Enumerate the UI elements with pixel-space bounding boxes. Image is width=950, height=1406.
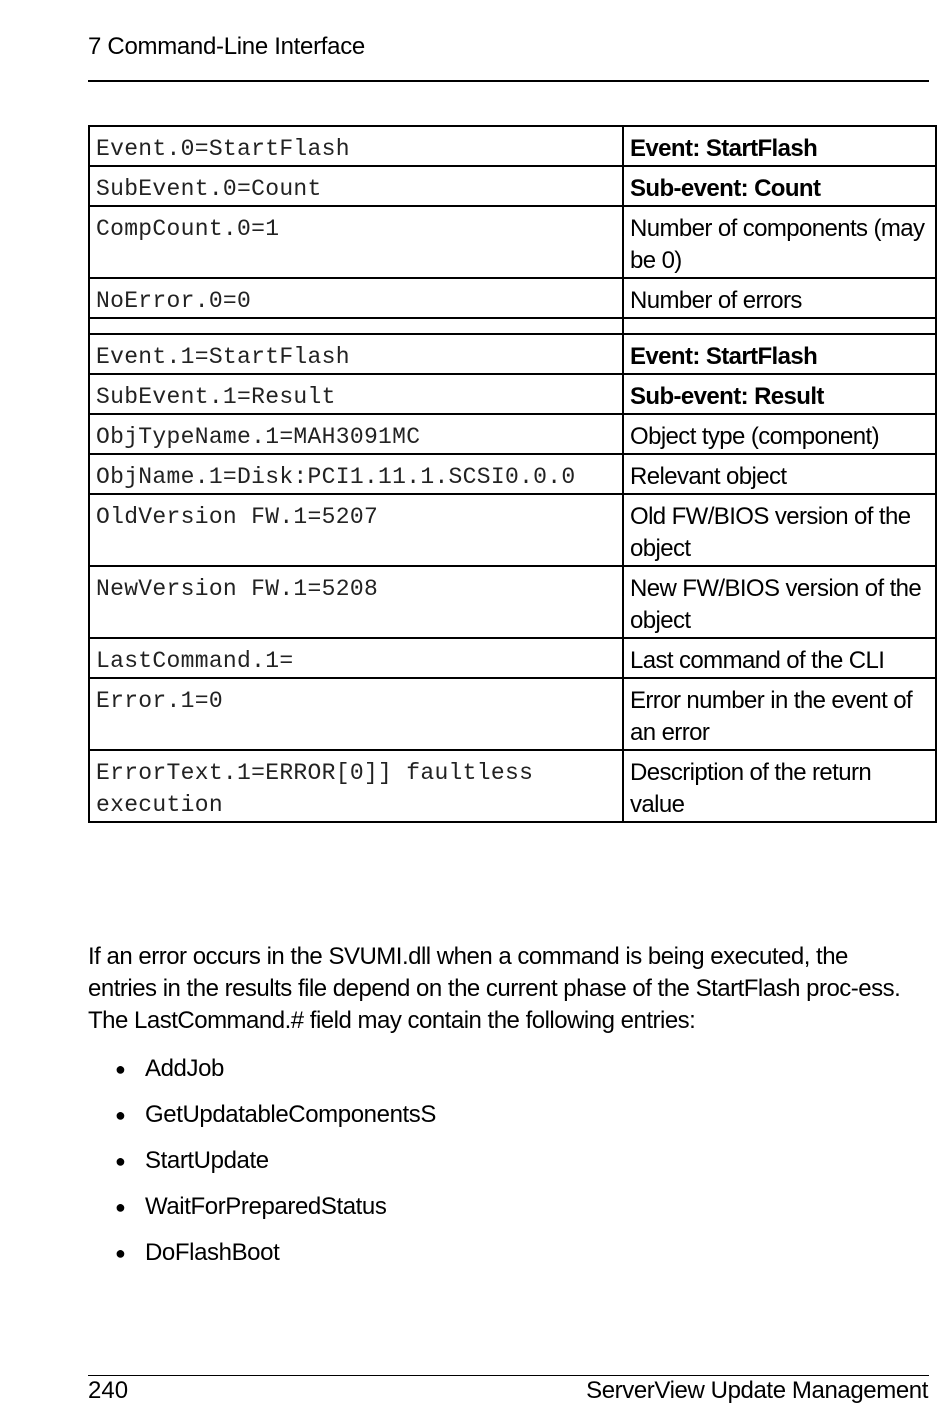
list-item-label: StartUpdate bbox=[145, 1147, 269, 1174]
table-row bbox=[89, 206, 936, 278]
table-row bbox=[89, 374, 936, 414]
table-row bbox=[89, 278, 936, 318]
description-cell: Description of the return value bbox=[623, 750, 936, 822]
result-entry-cell: CompCount.0=1 bbox=[89, 206, 623, 278]
lastcommand-entries-list bbox=[88, 1052, 436, 1282]
result-entry-cell: OldVersion FW.1=5207 bbox=[89, 494, 623, 566]
result-entry-cell: Error.1=0 bbox=[89, 678, 623, 750]
header-divider bbox=[88, 80, 929, 82]
description-cell: Event: StartFlash bbox=[623, 126, 936, 166]
result-entry-cell: NewVersion FW.1=5208 bbox=[89, 566, 623, 638]
table-row bbox=[89, 678, 936, 750]
table-row bbox=[89, 566, 936, 638]
description-cell: Number of components (may be 0) bbox=[623, 206, 936, 278]
result-entry-cell: Event.1=StartFlash bbox=[89, 334, 623, 374]
result-entry-cell: Event.0=StartFlash bbox=[89, 126, 623, 166]
description-cell: New FW/BIOS version of the object bbox=[623, 566, 936, 638]
table-row bbox=[89, 454, 936, 494]
chapter-header: 7 Command-Line Interface bbox=[88, 33, 365, 60]
description-cell: Last command of the CLI bbox=[623, 638, 936, 678]
result-entry-cell: SubEvent.1=Result bbox=[89, 374, 623, 414]
bullet-icon: ● bbox=[115, 1151, 126, 1171]
description-cell: Old FW/BIOS version of the object bbox=[623, 494, 936, 566]
table-row bbox=[89, 166, 936, 206]
table-row bbox=[89, 334, 936, 374]
description-cell bbox=[623, 318, 936, 334]
description-cell: Number of errors bbox=[623, 278, 936, 318]
list-item-label: DoFlashBoot bbox=[145, 1239, 280, 1266]
result-entry-cell: SubEvent.0=Count bbox=[89, 166, 623, 206]
result-entry-cell: ObjName.1=Disk:PCI1.11.1.SCSI0.0.0 bbox=[89, 454, 623, 494]
result-entry-cell: ObjTypeName.1=MAH3091MC bbox=[89, 414, 623, 454]
result-entry-cell: LastCommand.1= bbox=[89, 638, 623, 678]
result-entry-cell bbox=[89, 318, 623, 334]
description-cell: Object type (component) bbox=[623, 414, 936, 454]
table-row bbox=[89, 126, 936, 166]
page-number: 240 bbox=[88, 1377, 129, 1404]
list-item-label: WaitForPreparedStatus bbox=[145, 1193, 387, 1220]
footer-divider bbox=[88, 1375, 929, 1376]
table-row bbox=[89, 494, 936, 566]
description-cell: Relevant object bbox=[623, 454, 936, 494]
description-cell: Error number in the event of an error bbox=[623, 678, 936, 750]
list-item bbox=[88, 1190, 436, 1236]
list-item bbox=[88, 1052, 436, 1098]
list-item bbox=[88, 1098, 436, 1144]
description-cell: Sub-event: Count bbox=[623, 166, 936, 206]
body-paragraph: If an error occurs in the SVUMI.dll when a command is being executed, the entries in the results file depend on the current phase of the StartFlash proc-ess. The LastCommand.# field may contain the following entries: bbox=[88, 943, 901, 1034]
description-cell: Event: StartFlash bbox=[623, 334, 936, 374]
bullet-icon: ● bbox=[115, 1105, 126, 1125]
bullet-icon: ● bbox=[115, 1197, 126, 1217]
document-title: ServerView Update Management bbox=[586, 1377, 928, 1404]
list-item bbox=[88, 1236, 436, 1282]
bullet-icon: ● bbox=[115, 1059, 126, 1079]
table-spacer-row bbox=[89, 318, 936, 334]
table-row bbox=[89, 638, 936, 678]
list-item bbox=[88, 1144, 436, 1190]
bullet-icon: ● bbox=[115, 1243, 126, 1263]
list-item-label: GetUpdatableComponentsS bbox=[145, 1101, 436, 1128]
result-entry-cell: ErrorText.1=ERROR[0]] faultless execution bbox=[89, 750, 623, 822]
description-cell: Sub-event: Result bbox=[623, 374, 936, 414]
results-file-table bbox=[88, 125, 937, 823]
result-entry-cell: NoError.0=0 bbox=[89, 278, 623, 318]
table-row bbox=[89, 750, 936, 822]
list-item-label: AddJob bbox=[145, 1055, 224, 1082]
table-row bbox=[89, 414, 936, 454]
